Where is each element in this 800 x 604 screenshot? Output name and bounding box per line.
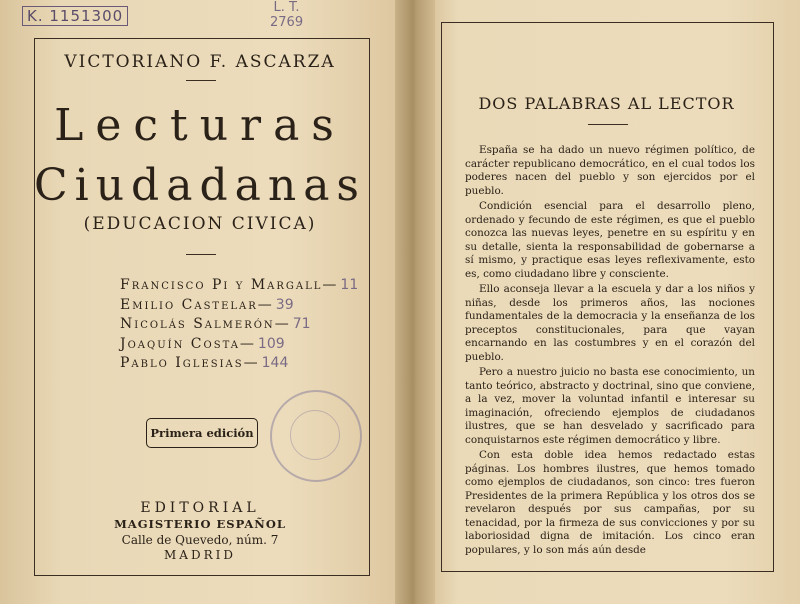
- person-name: Francisco Pi y Margall: [120, 277, 323, 293]
- shelf-mark-line: 2769: [270, 15, 304, 30]
- publisher-name: MAGISTERIO ESPAÑOL: [114, 517, 286, 531]
- preface-text: [465, 144, 755, 559]
- book-gutter: [395, 0, 435, 604]
- catalog-number: K. 1151300: [22, 6, 128, 26]
- page-number: 71: [292, 316, 311, 332]
- publisher-city: MADRID: [164, 548, 236, 562]
- contents-item: Nicolás Salmerón— 71: [120, 316, 311, 332]
- page-number: 144: [261, 355, 289, 371]
- book-title-line1: Lecturas: [54, 100, 346, 151]
- publisher-address: Calle de Quevedo, núm. 7: [121, 533, 279, 547]
- publisher-label: EDITORIAL: [140, 500, 260, 516]
- section-heading: DOS PALABRAS AL LECTOR: [478, 94, 735, 113]
- book-title-line2: Ciudadanas: [33, 160, 367, 211]
- paragraph: Con esta doble idea hemos redactado estas páginas. Los hombres ilustres, que hemos tomado como ejemplos de ciudadanos, son cinco: tres fueron Presidentes de la primera República y los otros dos se revelaron después por sus campañas, por su tenacidad, por la firmeza de sus convicciones y por su laboriosidad digna de imitación. Los cinco eran populares, y lo son más aún desde: [465, 449, 755, 556]
- shelf-mark-line: L. T.: [273, 0, 300, 15]
- person-name: Pablo Iglesias: [120, 355, 244, 371]
- paragraph: Pero a nuestro juicio no basta ese conocimiento, un tanto teórico, abstracto y doctrinal, sino que conviene, a la vez, mover la voluntad infantil e interesar su imaginación, ofreciendo ejemplos de ciudadanos ilustres, que se han desvelado y sacrificado para conquistarnos este régimen democrático y libre.: [465, 366, 755, 446]
- paragraph: Condición esencial para el desarrollo pleno, ordenado y fecundo de este régimen, es que el pueblo conozca las nuevas leyes, penetre en su espíritu y en su detalle, sienta la responsabilidad de gobernarse a sí mismo, y practique esas leyes reflexivamente, esto es, como ciudadano libre y consciente.: [465, 200, 755, 280]
- library-stamp: [270, 390, 362, 482]
- contents-item: Pablo Iglesias— 144: [120, 355, 289, 371]
- contents-item: Joaquín Costa— 109: [120, 335, 285, 352]
- divider: [186, 254, 216, 255]
- paragraph: Ello aconseja llevar a la escuela y dar a los niños y niñas, desde los primeros años, las nociones fundamentales de la democracia y la enseñanza de los preceptos constitucionales, para que vayan encarnando en las costumbres y en el corazón del pueblo.: [465, 283, 755, 363]
- paragraph: España se ha dado un nuevo régimen político, de carácter republicano democrático, en el cual todos los poderes nacen del pueblo y son ejercidos por el pueblo.: [465, 144, 755, 197]
- person-name: Nicolás Salmerón: [120, 316, 275, 332]
- book-subtitle: (EDUCACION CIVICA): [83, 214, 317, 234]
- person-name: Joaquín Costa: [120, 335, 240, 352]
- author-name: VICTORIANO F. ASCARZA: [64, 52, 336, 72]
- shelf-mark: [270, 0, 303, 30]
- divider: [588, 124, 628, 125]
- contents-item: Francisco Pi y Margall— 11: [120, 277, 359, 293]
- person-name: Emilio Castelar: [120, 296, 258, 313]
- page-number: 109: [257, 335, 285, 352]
- contents-list: [120, 276, 358, 374]
- page-number: 39: [275, 296, 294, 313]
- page-number: 11: [340, 277, 359, 293]
- contents-item: Emilio Castelar— 39: [120, 296, 294, 313]
- edition-label: Primera edición: [146, 418, 258, 448]
- divider: [186, 80, 216, 81]
